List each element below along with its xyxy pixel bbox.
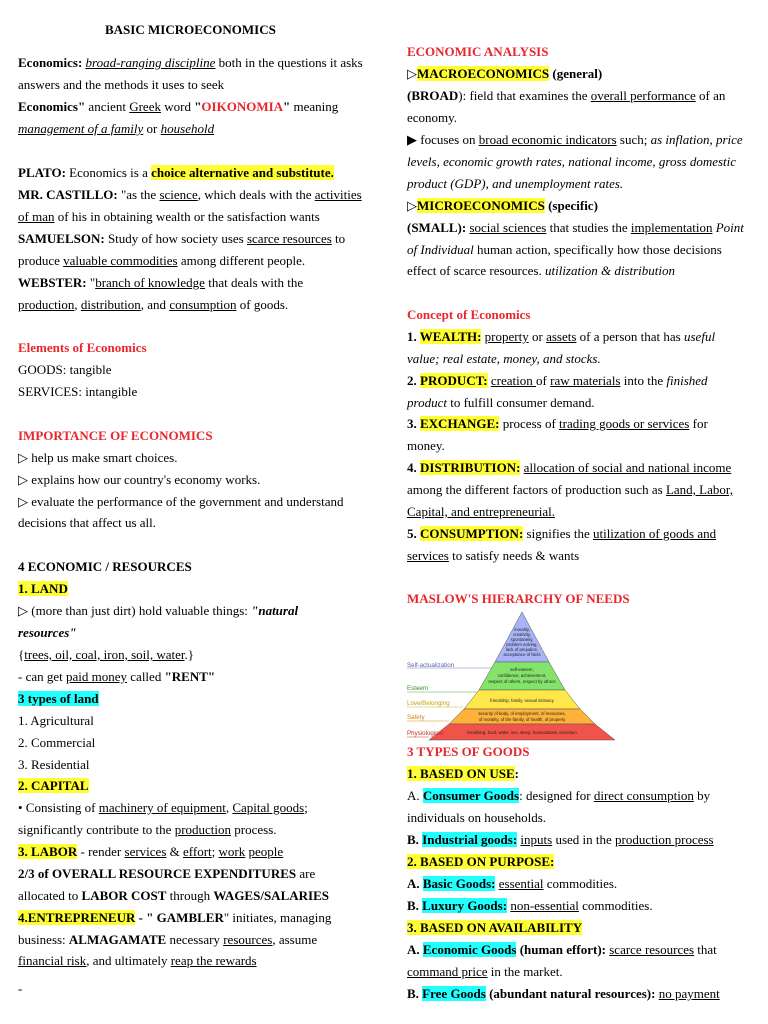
pyr-label-safety: Safety <box>407 714 425 721</box>
elements-heading: Elements of Economics <box>18 340 147 355</box>
land-type-3: 3. Residential <box>18 757 90 772</box>
micro-line-3: effect of scarce resources. utilization & distribution <box>407 263 676 278</box>
micro-line-1: (SMALL): social sciences that studies the implementation Point <box>407 220 744 235</box>
pyr-label-esteem: Esteem <box>407 685 428 692</box>
goods-economic: A. Economic Goods (human effort): scarce resources that <box>407 942 717 957</box>
resource-capital: 2. CAPITAL <box>18 778 89 793</box>
goods-basic: A. Basic Goods: essential commodities. <box>407 876 618 891</box>
pyr-safety-2: of morality, of the family, of health, of property <box>478 717 566 722</box>
resource-labor: 3. LABOR - render services & effort; work people <box>18 844 284 859</box>
resource-land: 1. LAND <box>18 581 68 596</box>
goods-purpose-heading: 2. BASED ON PURPOSE: <box>407 854 555 869</box>
resources-heading: 4 ECONOMIC / RESOURCES <box>18 559 192 574</box>
micro-line-2: of Individual human action, specifically how those decisions <box>407 242 722 257</box>
econ-def-line-1: Economics: broad-ranging discipline both in the questions it asks <box>18 55 363 70</box>
webster-line-1: WEBSTER: "branch of knowledge that deals with the <box>18 275 304 290</box>
pyr-top-1: morality, <box>514 627 530 632</box>
goods-consumer: A. Consumer Goods: designed for direct consumption by <box>407 788 711 803</box>
land-line-1: ▷ (more than just dirt) hold valuable things: "natural <box>18 603 299 618</box>
goods-use-heading: 1. BASED ON USE: <box>407 766 519 781</box>
goods-economic-2: command price in the market. <box>407 964 563 979</box>
concept-consumption-2: services to satisfy needs & wants <box>407 548 580 563</box>
trailing-dash: - <box>18 981 23 996</box>
samuelson-line-1: SAMUELSON: Study of how society uses scarce resources to <box>18 231 346 246</box>
pyr-esteem-2: confidence, achievement, <box>497 673 547 678</box>
resource-entrepreneur: 4.ENTREPRENEUR - " GAMBLER" initiates, managing <box>18 910 332 925</box>
concept-consumption: 5. CONSUMPTION: signifies the utilization of goods and <box>407 526 717 541</box>
samuelson-line-2: produce valuable commodities among different people. <box>18 253 306 268</box>
pyr-label-physiological: Physiological <box>407 730 444 737</box>
goods-luxury: B. Luxury Goods: non-essential commodities. <box>407 898 653 913</box>
concept-wealth-2: value; real estate, money, and stocks. <box>407 351 601 366</box>
macro-line-4: levels, economic growth rates, national income, gross domestic <box>407 154 737 169</box>
pyr-safety-1: security of body, of employment, of resources, <box>478 711 566 716</box>
land-type-2: 2. Commercial <box>18 735 96 750</box>
pyr-esteem-3: respect of others, respect by others <box>488 679 556 684</box>
macro-line-1: (BROAD): field that examines the overall performance of an <box>407 88 726 103</box>
page-title: BASIC MICROECONOMICS <box>105 22 276 37</box>
land-line-2: resources" <box>18 625 77 640</box>
land-type-1: 1. Agricultural <box>18 713 94 728</box>
capital-line-2: significantly contribute to the production process. <box>18 822 277 837</box>
plato-line: PLATO: Economics is a choice alternative and substitute. <box>18 165 334 180</box>
pyr-top-6: acceptance of facts <box>503 652 541 657</box>
concept-exchange-2: money. <box>407 438 445 453</box>
concept-product: 2. PRODUCT: creation of raw materials into the finished <box>407 373 708 388</box>
elements-services: SERVICES: intangible <box>18 384 138 399</box>
concept-distribution-2: among the different factors of production such as Land, Labor, <box>407 482 733 497</box>
castillo-line-1: MR. CASTILLO: "as the science, which deals with the activities <box>18 187 362 202</box>
concept-exchange: 3. EXCHANGE: process of trading goods or services for <box>407 416 708 431</box>
concept-distribution-3: Capital, and entrepreneurial. <box>407 504 555 519</box>
concept-wealth: 1. WEALTH: property or assets of a person that has useful <box>407 329 716 344</box>
importance-item-3a: ▷ evaluate the performance of the government and understand <box>18 494 344 509</box>
maslow-heading: MASLOW'S HIERARCHY OF NEEDS <box>407 591 630 606</box>
elements-goods: GOODS: tangible <box>18 362 112 377</box>
importance-heading: IMPORTANCE OF ECONOMICS <box>18 428 213 443</box>
econ-def-line-2: answers and the methods it uses to seek <box>18 77 225 92</box>
econ-origin-line-2: management of a family or household <box>18 121 215 136</box>
webster-line-2: production, distribution, and consumption of goods. <box>18 297 289 312</box>
macro-heading: ▷MACROECONOMICS (general) <box>407 66 603 81</box>
analysis-heading: ECONOMIC ANALYSIS <box>407 44 549 59</box>
pyr-esteem-1: self-esteem, <box>510 667 534 672</box>
concept-distribution: 4. DISTRIBUTION: allocation of social and national income <box>407 460 732 475</box>
concept-product-2: product to fulfill consumer demand. <box>407 395 595 410</box>
pyr-label-love: Love/Belonging <box>407 700 450 707</box>
pyr-love: friendship, family, sexual intimacy <box>490 698 554 703</box>
labor-line-3: allocated to LABOR COST through WAGES/SALARIES <box>18 888 329 903</box>
micro-heading: ▷MICROECONOMICS (specific) <box>407 198 598 213</box>
goods-availability-heading: 3. BASED ON AVAILABILITY <box>407 920 583 935</box>
castillo-line-2: of man of his in obtaining wealth or the satisfaction wants <box>18 209 320 224</box>
pyr-top-5: lack of prejudice, <box>505 647 539 652</box>
pyr-top-2: creativity, <box>513 632 531 637</box>
importance-item-3b: decisions that affect us all. <box>18 515 157 530</box>
land-rent-line: - can get paid money called "RENT" <box>18 669 216 684</box>
importance-item-1: ▷ help us make smart choices. <box>18 450 178 465</box>
importance-item-2: ▷ explains how our country's economy works. <box>18 472 261 487</box>
goods-consumer-2: individuals on households. <box>407 810 547 825</box>
labor-line-2: 2/3 of OVERALL RESOURCE EXPENDITURES are <box>18 866 316 881</box>
goods-industrial: B. Industrial goods: inputs used in the production process <box>407 832 714 847</box>
pyr-phys: breathing, food, water, sex, sleep, homeostasis, excretion <box>467 730 577 735</box>
macro-line-5: product (GDP), and unemployment rates. <box>407 176 624 191</box>
capital-line-1: • Consisting of machinery of equipment, Capital goods; <box>18 800 308 815</box>
entrepreneur-line-3: financial risk, and ultimately reap the rewards <box>18 953 257 968</box>
macro-line-3: ▶ focuses on broad economic indicators such; as inflation, price <box>407 132 743 147</box>
pyr-top-3: spontaneity, <box>510 637 534 642</box>
goods-free: B. Free Goods (abundant natural resources): no payment <box>407 986 720 1001</box>
econ-origin-line-1: Economics" ancient Greek word "OIKONOMIA" meaning <box>18 99 339 114</box>
pyr-label-self-actualization: Self-actualization <box>407 662 455 669</box>
maslow-pyramid <box>407 610 619 742</box>
land-types-heading: 3 types of land <box>18 691 99 706</box>
pyr-top-4: problem solving, <box>506 642 538 647</box>
land-line-3: {trees, oil, coal, iron, soil, water.} <box>18 647 195 662</box>
goods-heading: 3 TYPES OF GOODS <box>407 744 530 759</box>
concept-heading: Concept of Economics <box>407 307 531 322</box>
entrepreneur-line-2: business: ALMAGAMATE necessary resources, assume <box>18 932 318 947</box>
macro-line-2: economy. <box>407 110 458 125</box>
